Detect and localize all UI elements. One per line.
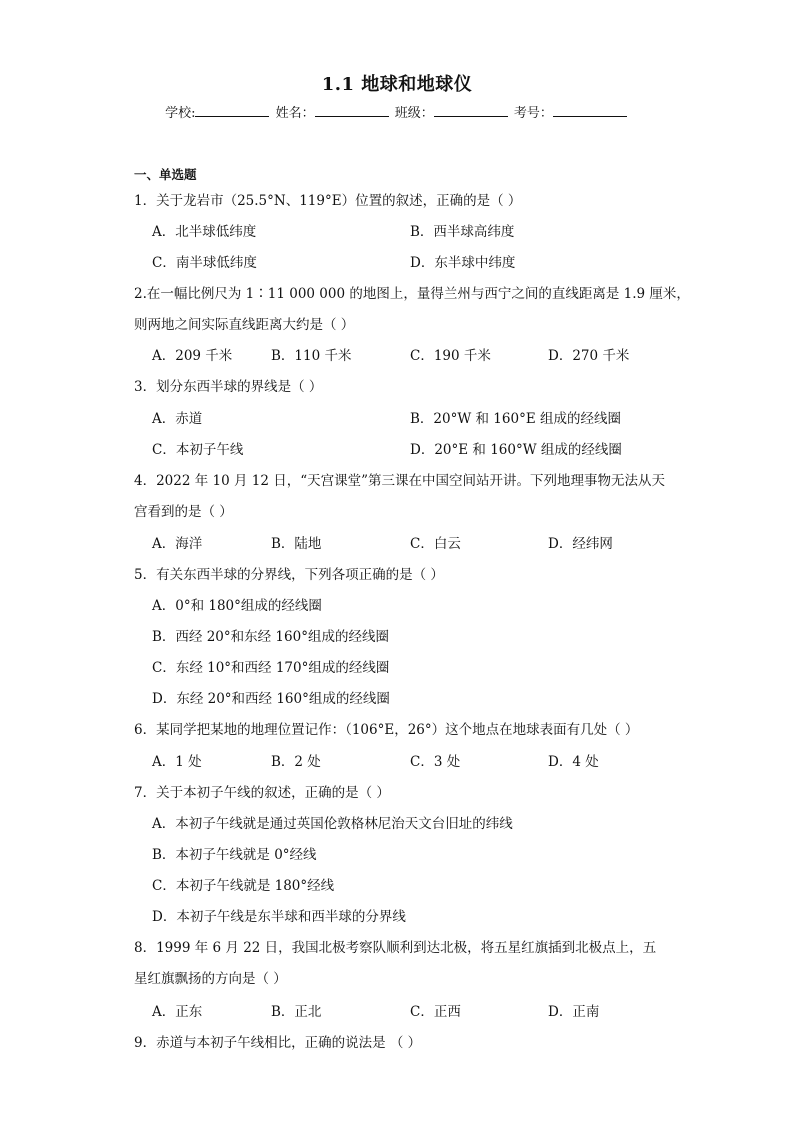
question-6-stem: 6．某同学把某地的地理位置记作：（106°E，26°）这个地点在地球表面有几处（ ） [134, 722, 639, 738]
question-1-option-c[interactable]: C．南半球低纬度 [152, 255, 257, 271]
exam-no-blank[interactable] [553, 104, 627, 117]
question-3-option-b[interactable]: B．20°W 和 160°E 组成的经线圈 [410, 411, 621, 427]
question-8-option-d[interactable]: D．正南 [548, 1004, 600, 1020]
exam-no-label: 考号： [513, 106, 553, 121]
question-6-option-c[interactable]: C．3 处 [410, 754, 461, 770]
question-5-option-b[interactable]: B．西经 20°和东经 160°组成的经线圈 [152, 629, 389, 645]
question-4-option-d[interactable]: D．经纬网 [548, 536, 613, 552]
question-7-option-c[interactable]: C．本初子午线就是 180°经线 [152, 878, 335, 894]
question-8-stem-line-1: 8．1999 年 6 月 22 日，我国北极考察队顺利到达北极，将五星红旗插到北极点上，五 [134, 940, 657, 956]
question-5-option-a[interactable]: A．0°和 180°组成的经线圈 [152, 598, 322, 614]
question-4-stem-line-2: 宫看到的是（ ） [134, 504, 233, 520]
question-7-stem: 7．关于本初子午线的叙述，正确的是（ ） [134, 785, 390, 801]
question-1-option-d[interactable]: D．东半球中纬度 [410, 255, 516, 271]
question-4-option-b[interactable]: B．陆地 [271, 536, 322, 552]
question-2-stem-line-2: 则两地之间实际直线距离大约是（ ） [134, 317, 355, 333]
question-3-option-a[interactable]: A．赤道 [152, 411, 203, 427]
class-label: 班级： [394, 106, 434, 121]
question-1-option-a[interactable]: A．北半球低纬度 [152, 224, 257, 240]
question-3-option-d[interactable]: D．20°E 和 160°W 组成的经线圈 [410, 442, 622, 458]
question-4-option-c[interactable]: C．白云 [410, 536, 461, 552]
question-2-stem-line-1: 2.在一幅比例尺为 1∶11 000 000 的地图上，量得兰州与西宁之间的直线距离是 1.9 厘米， [134, 286, 690, 302]
question-5-option-c[interactable]: C．东经 10°和西经 170°组成的经线圈 [152, 660, 390, 676]
question-3-stem: 3．划分东西半球的界线是（ ） [134, 379, 323, 395]
question-5-stem: 5．有关东西半球的分界线，下列各项正确的是（ ） [134, 567, 444, 583]
question-8-option-c[interactable]: C．正西 [410, 1004, 461, 1020]
question-7-option-b[interactable]: B．本初子午线就是 0°经线 [152, 847, 317, 863]
class-blank[interactable] [434, 104, 508, 117]
question-6-option-b[interactable]: B．2 处 [271, 754, 321, 770]
name-blank[interactable] [315, 104, 389, 117]
question-2-option-c[interactable]: C．190 千米 [410, 348, 491, 364]
question-7-option-a[interactable]: A．本初子午线就是通过英国伦敦格林尼治天文台旧址的纬线 [152, 816, 513, 832]
name-label: 姓名： [275, 106, 315, 121]
school-label: 学校: [165, 106, 196, 121]
question-2-option-a[interactable]: A．209 千米 [152, 348, 233, 364]
question-2-option-b[interactable]: B．110 千米 [271, 348, 352, 364]
question-8-option-b[interactable]: B．正北 [271, 1004, 322, 1020]
question-4-option-a[interactable]: A．海洋 [152, 536, 203, 552]
page-title: 1.1 地球和地球仪 [321, 74, 473, 95]
question-7-option-d[interactable]: D．本初子午线是东半球和西半球的分界线 [152, 909, 406, 925]
question-8-option-a[interactable]: A．正东 [152, 1004, 203, 1020]
question-6-option-a[interactable]: A．1 处 [152, 754, 202, 770]
school-blank[interactable] [195, 104, 269, 117]
question-1-stem: 1．关于龙岩市（25.5°N、119°E）位置的叙述，正确的是（ ） [134, 193, 522, 209]
question-6-option-d[interactable]: D．4 处 [548, 754, 599, 770]
question-9-stem: 9．赤道与本初子午线相比，正确的说法是 （ ） [134, 1035, 422, 1051]
question-8-stem-line-2: 星红旗飘扬的方向是（ ） [134, 971, 287, 987]
question-1-option-b[interactable]: B．西半球高纬度 [410, 224, 515, 240]
question-2-option-d[interactable]: D．270 千米 [548, 348, 630, 364]
question-4-stem-line-1: 4．2022 年 10 月 12 日，“天宫课堂”第三课在中国空间站开讲。下列地理事物无法从天 [134, 473, 666, 489]
section-heading: 一、单选题 [134, 167, 197, 182]
question-5-option-d[interactable]: D．东经 20°和西经 160°组成的经线圈 [152, 691, 390, 707]
question-3-option-c[interactable]: C．本初子午线 [152, 442, 244, 458]
student-info-line [0, 102, 794, 121]
